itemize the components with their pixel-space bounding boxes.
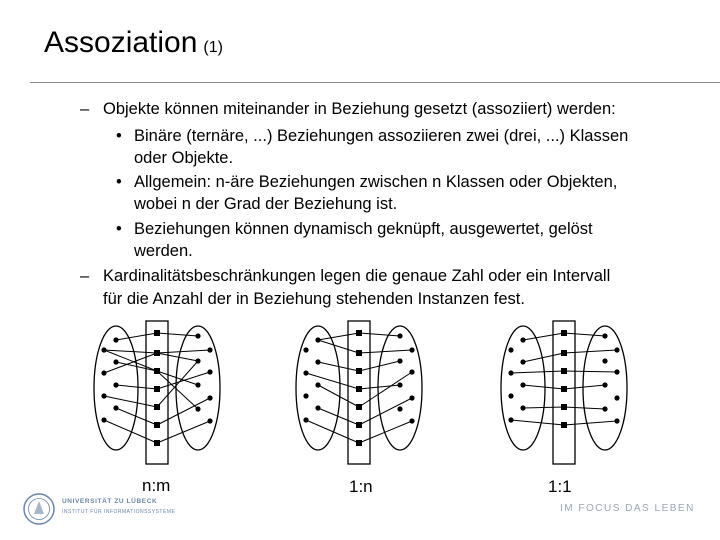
logo-line-2: INSTITUT FÜR INFORMATIONSSYSTEME	[62, 509, 176, 515]
object-dot	[207, 395, 212, 400]
object-dot	[101, 393, 106, 398]
object-dot	[315, 359, 320, 364]
object-dot	[303, 417, 308, 422]
class-ellipse-left	[501, 326, 545, 450]
association-link	[318, 333, 359, 340]
object-dot	[195, 406, 200, 411]
object-dot	[397, 406, 402, 411]
object-dot	[409, 369, 414, 374]
link-square	[561, 404, 567, 410]
object-dot	[520, 337, 525, 342]
association-link	[359, 421, 412, 443]
link-square	[356, 422, 362, 428]
link-square	[356, 404, 362, 410]
university-logo	[22, 492, 182, 526]
object-dot	[195, 358, 200, 363]
object-dot	[207, 347, 212, 352]
link-square	[356, 350, 362, 356]
object-dot	[614, 369, 619, 374]
caption-1-n: 1:n	[349, 477, 373, 496]
association-link	[306, 373, 359, 389]
association-link	[564, 350, 617, 353]
object-dot	[602, 406, 607, 411]
association-link	[157, 421, 210, 443]
bullet-marker: •	[116, 173, 122, 191]
association-link	[116, 385, 157, 389]
footer-slogan: IM FOCUS DAS LEBEN	[560, 503, 695, 514]
subpoint-3-line-1: Beziehungen können dynamisch geknüpft, ausgewertet, gelöst	[134, 220, 593, 238]
link-square	[561, 422, 567, 428]
object-dot	[409, 347, 414, 352]
object-dot	[397, 358, 402, 363]
caption-n-m: n:m	[142, 476, 171, 495]
association-link	[359, 333, 400, 336]
association-link	[511, 371, 564, 373]
association-link	[523, 353, 564, 362]
link-square	[154, 368, 160, 374]
object-dot	[614, 347, 619, 352]
object-dot	[315, 337, 320, 342]
association-link	[523, 385, 564, 389]
link-square	[356, 440, 362, 446]
association-link	[564, 421, 617, 425]
object-dot	[397, 382, 402, 387]
association-link	[157, 353, 198, 361]
object-dot	[520, 382, 525, 387]
association-link	[104, 396, 157, 407]
association-link	[157, 371, 198, 409]
association-link	[104, 353, 157, 373]
object-dot	[397, 333, 402, 338]
object-dot	[602, 358, 607, 363]
object-dot	[113, 359, 118, 364]
object-dot	[101, 347, 106, 352]
link-square	[356, 368, 362, 374]
link-square	[154, 350, 160, 356]
object-dot	[614, 395, 619, 400]
slide-title-main: Assoziation	[44, 26, 198, 59]
association-link	[104, 420, 157, 443]
link-square	[154, 404, 160, 410]
subpoint-2-line-1: Allgemein: n-äre Beziehungen zwischen n Klassen oder Objekten,	[134, 173, 618, 191]
association-link	[157, 333, 198, 336]
object-dot	[113, 337, 118, 342]
association-link	[157, 398, 210, 425]
association-box	[553, 321, 575, 464]
link-square	[154, 330, 160, 336]
object-dot	[113, 405, 118, 410]
object-dot	[303, 370, 308, 375]
association-link	[359, 350, 412, 353]
object-dot	[508, 393, 513, 398]
dash-marker: –	[80, 267, 90, 285]
association-link	[359, 385, 400, 389]
association-link	[306, 420, 359, 443]
object-dot	[508, 347, 513, 352]
association-link	[116, 333, 157, 340]
object-dot	[520, 359, 525, 364]
diagrams-layer	[94, 321, 627, 464]
object-dot	[508, 417, 513, 422]
association-link	[523, 333, 564, 340]
subpoint-3-line-2: werden.	[134, 242, 193, 260]
association-link	[104, 350, 157, 353]
object-dot	[101, 370, 106, 375]
point-2-line-2: für die Anzahl der in Beziehung stehenden Instanzen fest.	[103, 290, 525, 308]
link-square	[356, 330, 362, 336]
association-link	[157, 372, 210, 389]
object-dot	[101, 417, 106, 422]
link-square	[154, 422, 160, 428]
association-link	[318, 385, 359, 407]
association-link	[564, 371, 617, 372]
dash-marker: –	[80, 100, 90, 118]
subpoint-1-line-1: Binäre (ternäre, ...) Beziehungen assoziieren zwei (drei, ...) Klassen	[134, 127, 629, 145]
association-link	[511, 420, 564, 425]
object-dot	[303, 393, 308, 398]
object-dot	[195, 382, 200, 387]
point-2-line-1: Kardinalitätsbeschränkungen legen die genaue Zahl oder ein Intervall	[103, 267, 611, 285]
object-dot	[602, 333, 607, 338]
association-link	[564, 333, 605, 336]
association-link	[157, 350, 210, 353]
subpoint-1-line-2: oder Objekte.	[134, 149, 234, 167]
object-dot	[195, 333, 200, 338]
link-square	[561, 386, 567, 392]
link-square	[561, 330, 567, 336]
object-dot	[315, 405, 320, 410]
class-ellipse-left	[296, 326, 340, 450]
object-dot	[520, 405, 525, 410]
object-dot	[113, 382, 118, 387]
object-dot	[207, 418, 212, 423]
subpoint-2-line-2: wobei n der Grad der Beziehung ist.	[134, 195, 398, 213]
object-dot	[409, 418, 414, 423]
class-ellipse-right	[378, 326, 422, 450]
link-square	[154, 386, 160, 392]
object-dot	[602, 382, 607, 387]
link-square	[356, 386, 362, 392]
link-square	[561, 368, 567, 374]
point-1: Objekte können miteinander in Beziehung gesetzt (assoziiert) werden:	[103, 100, 616, 118]
university-seal-icon	[22, 492, 56, 526]
link-square	[154, 440, 160, 446]
slide-title-number: (1)	[203, 39, 223, 56]
association-link	[564, 385, 605, 389]
object-dot	[303, 347, 308, 352]
class-ellipse-left	[94, 326, 138, 450]
object-dot	[508, 370, 513, 375]
logo-line-1: UNIVERSITÄT ZU LÜBECK	[62, 498, 158, 505]
object-dot	[409, 395, 414, 400]
association-link	[104, 350, 157, 371]
class-ellipse-right	[583, 326, 627, 450]
link-square	[561, 350, 567, 356]
caption-1-1: 1:1	[548, 477, 572, 496]
object-dot	[614, 418, 619, 423]
association-link	[318, 340, 359, 353]
object-dot	[315, 382, 320, 387]
bullet-marker: •	[116, 127, 122, 145]
object-dot	[207, 369, 212, 374]
bullet-marker: •	[116, 220, 122, 238]
class-ellipse-right	[176, 326, 220, 450]
